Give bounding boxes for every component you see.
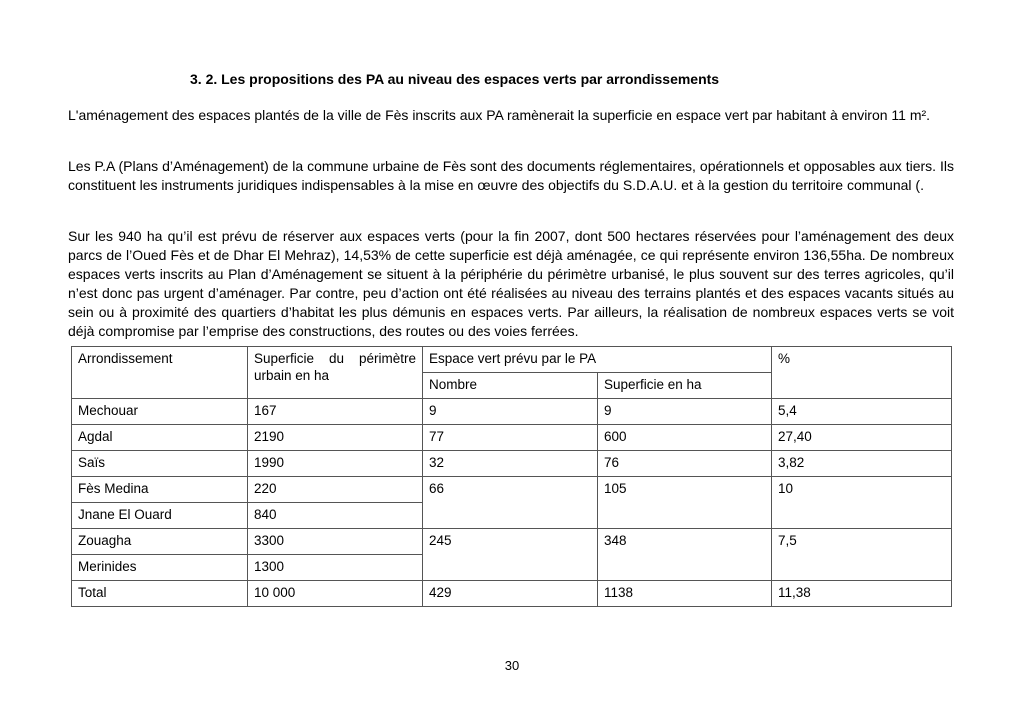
cell-percent: 10 (772, 477, 952, 529)
cell-superficie-ev: 600 (598, 425, 772, 451)
header-superficie-ha: Superficie en ha (598, 373, 772, 399)
cell-nombre: 77 (423, 425, 598, 451)
paragraph-pa-definition: Les P.A (Plans d’Aménagement) de la commune urbaine de Fès sont des documents réglementaires, opérationnels et opposables aux tiers. Ils constituent les instruments juridiques indispensables à la mise en œuvre des objectifs du S.D.A.U. et à la gestion du territoire communal (. (68, 158, 954, 193)
table-row (72, 529, 952, 555)
cell-superficie: 10 000 (248, 581, 423, 607)
cell-percent: 11,38 (772, 581, 952, 607)
cell-superficie: 220 (248, 477, 423, 503)
cell-superficie: 167 (248, 399, 423, 425)
cell-nombre: 66 (423, 477, 598, 529)
table-row (72, 451, 952, 477)
cell-arrondissement: Saïs (72, 451, 248, 477)
cell-superficie-ev: 1138 (598, 581, 772, 607)
header-percent: % (772, 347, 952, 399)
cell-superficie: 2190 (248, 425, 423, 451)
header-espace-vert-prevu: Espace vert prévu par le PA (423, 347, 772, 373)
cell-percent: 5,4 (772, 399, 952, 425)
cell-arrondissement: Merinides (72, 555, 248, 581)
cell-superficie: 840 (248, 503, 423, 529)
cell-superficie-ev: 105 (598, 477, 772, 529)
table-header-row (72, 347, 952, 373)
cell-percent: 27,40 (772, 425, 952, 451)
cell-percent: 3,82 (772, 451, 952, 477)
cell-arrondissement: Zouagha (72, 529, 248, 555)
cell-superficie-ev: 348 (598, 529, 772, 581)
cell-superficie: 1990 (248, 451, 423, 477)
cell-superficie: 1300 (248, 555, 423, 581)
table-total-row (72, 581, 952, 607)
header-arrondissement: Arrondissement (72, 347, 248, 399)
cell-nombre: 32 (423, 451, 598, 477)
cell-arrondissement: Agdal (72, 425, 248, 451)
paragraph-green-spaces: Sur les 940 ha qu’il est prévu de réserver aux espaces verts (pour la fin 2007, dont 500 hectares réservées pour l’aménagement des deux parcs de l’Oued Fès et de Dhar El Mehraz), 14,53% de cette superficie est déjà aménagée, ce qui représente environ 136,55ha. De nombreux espaces verts inscrits au Plan d’Aménagement se situent à la périphérie du périmètre urbanisé, le plus souvent sur des terres agricoles, qu’il n’est donc pas urgent d’aménager. Par contre, peu d’action ont été réalisées au niveau des terrains plantés et des espaces vacants situés au sein ou à proximité des quartiers d’habitat les plus démunis en espaces verts. Par ailleurs, la réalisation de nombreux espaces verts se voit déjà compromise par l’emprise des constructions, des routes ou des voies ferrées. (68, 228, 954, 339)
table-row (72, 425, 952, 451)
cell-superficie-ev: 9 (598, 399, 772, 425)
cell-nombre: 429 (423, 581, 598, 607)
green-space-table (71, 346, 952, 607)
paragraph-intro: L'aménagement des espaces plantés de la ville de Fès inscrits aux PA ramènerait la superficie en espace vert par habitant à environ 11 m². (68, 107, 931, 123)
cell-superficie-ev: 76 (598, 451, 772, 477)
cell-superficie: 3300 (248, 529, 423, 555)
cell-arrondissement: Jnane El Ouard (72, 503, 248, 529)
cell-arrondissement: Mechouar (72, 399, 248, 425)
cell-arrondissement: Fès Medina (72, 477, 248, 503)
header-superficie-perimetre: Superficie du périmètre urbain en ha (248, 347, 423, 399)
header-nombre: Nombre (423, 373, 598, 399)
cell-percent: 7,5 (772, 529, 952, 581)
cell-nombre: 245 (423, 529, 598, 581)
table-row (72, 399, 952, 425)
cell-nombre: 9 (423, 399, 598, 425)
cell-arrondissement: Total (72, 581, 248, 607)
section-heading: 3. 2. Les propositions des PA au niveau des espaces verts par arrondissements (190, 71, 720, 87)
table-row (72, 477, 952, 503)
page-number: 30 (504, 658, 520, 673)
